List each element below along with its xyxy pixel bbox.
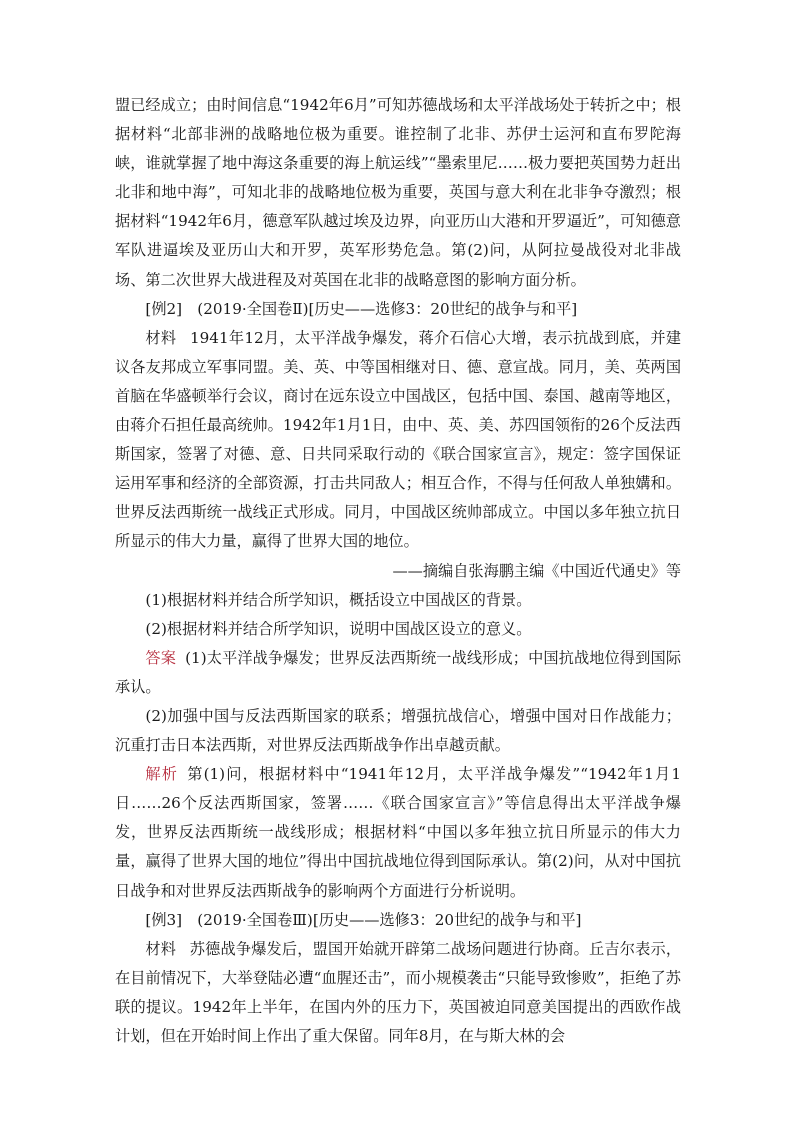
answer-label: 答案 (145, 648, 176, 667)
analysis-continuation: 盟已经成立；由时间信息“1942年6月”可知苏德战场和太平洋战场处于转折之中；根据材料“北部非洲的战略地位极为重要。谁控制了北非、苏伊士运河和直布罗陀海峡，谁就掌握了地中海这条重要的海上航运线”“墨索里尼……极力要把英国势力赶出北非和地中海”，可知北非的战略地位极为重要，英国与意大利在北非争夺激烈；根据材料“1942年6月，德意军队越过埃及边界，向亚历山大港和开罗逼近”，可知德意军队进逼埃及亚历山大和开罗，英军形势危急。第(2)问，从阿拉曼战役对北非战场、第二次世界大战进程及对英国在北非的战略意图的影响方面分析。 (115, 96, 681, 289)
question-2: (2)根据材料并结合所学知识，说明中国战区设立的意义。 (145, 619, 532, 638)
material-label: 材料 (145, 939, 177, 958)
material-text: 苏德战争爆发后，盟国开始就开辟第二战场问题进行协商。丘吉尔表示，在目前情况下，大举登陆必遭“血腥还击”，而小规模袭击“只能导致惨败”，拒绝了苏联的提议。1942年上半年，在国内外的压力下，英国被迫同意美国提出的西欧作战计划，但在开始时间上作出了重大保留。同年8月，在与斯大林的会 (115, 939, 682, 1045)
example-2-analysis (115, 760, 681, 905)
example-3-heading: [例3] (2019·全国卷Ⅲ)[历史——选修3：20世纪的战争与和平] (145, 910, 582, 929)
document-page (115, 91, 681, 1051)
example-2-heading: [例2] (2019·全国卷Ⅱ)[历史——选修3：20世纪的战争与和平] (145, 299, 578, 318)
answer-1-text: (1)太平洋战争爆发；世界反法西斯统一战线形成；中国抗战地位得到国际承认。 (115, 648, 682, 696)
question-1: (1)根据材料并结合所学知识，概括设立中国战区的背景。 (145, 590, 532, 609)
material-label: 材料 (145, 328, 177, 347)
material-source: ——摘编自张海鹏主编《中国近代通史》等 (392, 561, 681, 580)
analysis-text: 第(1)问，根据材料中“1941年12月，太平洋战争爆发”“1942年1月1日……26个反法西斯国家，签署……《联合国家宣言》”等信息得出太平洋战争爆发，世界反法西斯统一战线形成；根据材料“中国以多年独立抗日所显示的伟大力量，赢得了世界大国的地位”得出中国抗战地位得到国际承认。第(2)问，从对中国抗日战争和对世界反法西斯战争的影响两个方面进行分析说明。 (115, 765, 681, 900)
answer-1 (115, 644, 681, 702)
analysis-label: 解析 (145, 765, 179, 784)
material-text: 1941年12月，太平洋战争爆发，蒋介石信心大增，表示抗战到底，并建议各友邦成立军事同盟。美、英、中等国相继对日、德、意宣战。同月，美、英两国首脑在华盛顿举行会议，商讨在远东设立中国战区，包括中国、泰国、越南等地区，由蒋介石担任最高统帅。1942年1月1日，由中、英、美、苏四国领衔的26个反法西斯国家，签署了对德、意、日共同采取行动的《联合国家宣言》，规定：签字国保证运用军事和经济的全部资源，打击共同敌人；相互合作，不得与任何敌人单独媾和。世界反法西斯统一战线正式形成。同月，中国战区统帅部成立。中国以多年独立抗日所显示的伟大力量，赢得了世界大国的地位。 (115, 328, 682, 551)
answer-2: (2)加强中国与反法西斯国家的联系；增强抗战信心，增强中国对日作战能力；沉重打击日本法西斯，对世界反法西斯战争作出卓越贡献。 (115, 706, 681, 755)
example-3-material (115, 935, 681, 1051)
example-2-material (115, 324, 681, 557)
